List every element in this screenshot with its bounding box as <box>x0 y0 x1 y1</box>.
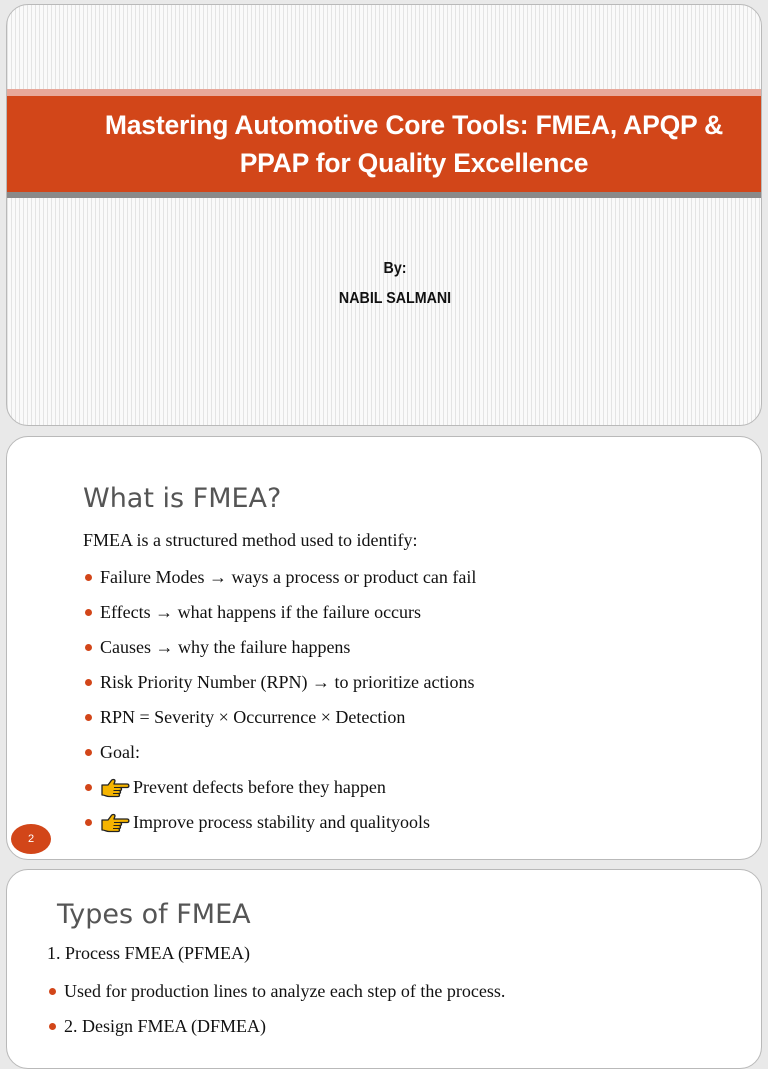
bullet-item <box>83 634 476 669</box>
title-band <box>7 96 761 192</box>
bullet-list <box>47 978 505 1048</box>
bullet-text: 2. Design FMEA (DFMEA) <box>64 1016 267 1036</box>
bullet-text: Risk Priority Number (RPN) → to prioritize actions <box>100 672 475 692</box>
bullet-list <box>83 564 476 844</box>
bullet-item <box>83 809 476 844</box>
bullet-item <box>47 978 505 1013</box>
author-name: NABIL SALMANI <box>338 290 452 307</box>
title-band-shadow <box>7 192 761 198</box>
bullet-item <box>83 669 476 704</box>
intro-text: FMEA is a structured method used to identify: <box>83 530 418 550</box>
bullet-item <box>47 1013 505 1048</box>
fmea-types-slide <box>6 869 762 1069</box>
bullet-text: Improve process stability and qualityools <box>133 812 430 832</box>
bullet-item <box>83 599 476 634</box>
bullet-text: Prevent defects before they happen <box>133 777 386 797</box>
bullet-item <box>83 739 476 774</box>
bullet-item <box>83 774 476 809</box>
slide-heading: Types of FMEA <box>57 899 251 930</box>
bullet-text: Goal: <box>100 742 140 762</box>
title-line-2: PPAP for Quality Excellence <box>239 148 589 178</box>
bullet-item <box>83 704 476 739</box>
fmea-definition-slide <box>6 436 762 860</box>
title-band-highlight <box>7 89 761 96</box>
bullet-text: Effects → what happens if the failure occurs <box>100 602 422 622</box>
intro-text: 1. Process FMEA (PFMEA) <box>47 943 251 963</box>
bullet-text: RPN = Severity × Occurrence × Detection <box>100 707 406 727</box>
pointing-hand-icon <box>100 776 130 798</box>
title-slide <box>6 4 762 426</box>
bullet-text: Used for production lines to analyze each step of the process. <box>64 981 506 1001</box>
bullet-item <box>83 564 476 599</box>
bullet-text: Causes → why the failure happens <box>100 637 351 657</box>
slide-heading: What is FMEA? <box>83 483 282 514</box>
bullet-text: Failure Modes → ways a process or product can fail <box>100 567 477 587</box>
by-label: By: <box>383 260 407 277</box>
pointing-hand-icon <box>100 811 130 833</box>
presentation-title <box>105 106 723 182</box>
page-number-badge: 2 <box>11 824 51 854</box>
title-line-1: Mastering Automotive Core Tools: FMEA, APQP & <box>104 110 724 140</box>
